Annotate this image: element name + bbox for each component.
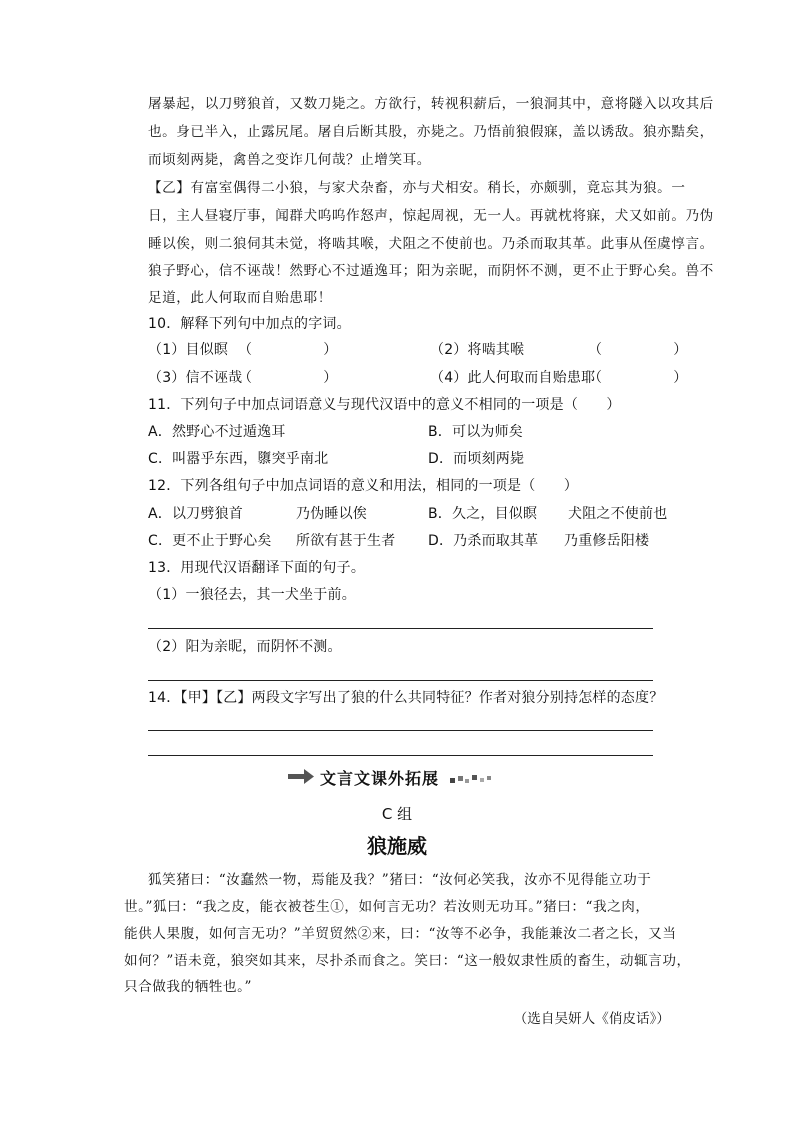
- q10-item-4: （4）此人何取而自贻患耶: [430, 370, 596, 386]
- passage-b-line-2: 日，主人昼寝厅事，闻群犬呜呜作怒声，惊起周视，无一人。再就枕将寐，犬又如前。乃伪: [148, 208, 714, 224]
- q11-option-c[interactable]: C．叫嚣乎东西，隳突乎南北: [148, 451, 329, 467]
- q10-item-1: （1）目似瞑: [148, 342, 229, 358]
- q12-option-c[interactable]: C．更不止于野心矣: [148, 533, 272, 549]
- q11-stem: 11．下列句子中加点词语意义与现代汉语中的意义不相同的一项是（ ）: [148, 397, 621, 413]
- q12-option-b-pair: 犬阻之不使前也: [568, 506, 668, 522]
- story-line-3: 能供人果腹，如何言无功？”羊贸贸然②来，曰：“汝等不必争，我能兼汝二者之长，又当: [124, 926, 677, 942]
- q12-option-b[interactable]: B．久之，目似瞑: [428, 506, 538, 522]
- group-label: C 组: [381, 805, 413, 823]
- q11-option-b[interactable]: B．可以为师矣: [428, 424, 524, 440]
- q10-answer-paren-3[interactable]: （ ）: [238, 370, 338, 386]
- q12-option-a[interactable]: A．以刀劈狼首: [148, 506, 243, 522]
- passage-b-line-1: 【乙】有富室偶得二小狼，与家犬杂畜，亦与犬相安。稍长，亦颇驯，竟忘其为狼。一: [148, 180, 686, 196]
- passage-b-line-4: 狼子野心，信不诬哉！然野心不过遁逸耳；阳为亲昵，而阴怀不测，更不止于野心矣。兽不: [148, 263, 714, 279]
- q13-answer-line-2[interactable]: [148, 680, 653, 681]
- q10-stem: 10．解释下列句中加点的字词。: [148, 316, 351, 332]
- q10-answer-paren-1[interactable]: （ ）: [238, 342, 338, 358]
- q11-option-a[interactable]: A．然野心不过遁逸耳: [148, 424, 286, 440]
- q12-stem: 12．下列各组句子中加点词语的意义和用法，相同的一项是（ ）: [148, 478, 579, 494]
- q13-item-1: （1）一狼径去，其一犬坐于前。: [148, 587, 356, 603]
- q10-answer-paren-2[interactable]: （ ）: [588, 342, 688, 358]
- q13-stem: 13．用现代汉语翻译下面的句子。: [148, 560, 366, 576]
- passage-a-line-1: 屠暴起，以刀劈狼首，又数刀毙之。方欲行，转视积薪后，一狼洞其中，意将隧入以攻其后: [148, 96, 714, 112]
- q14-stem: 14．【甲】【乙】两段文字写出了狼的什么共同特征？作者对狼分别持怎样的态度？: [148, 690, 664, 706]
- story-line-4: 如何？”语未竟，狼突如其来，尽扑杀而食之。笑曰：“这一般奴隶性质的畜生，动辄言功，: [124, 953, 691, 969]
- story-title: 狼施威: [367, 834, 427, 858]
- arrow-right-icon: [288, 767, 314, 785]
- section-banner-title: 文言文课外拓展: [320, 769, 440, 788]
- q11-option-d[interactable]: D．而顷刻两毙: [428, 451, 525, 467]
- q12-option-c-pair: 所欲有甚于生者: [296, 533, 396, 549]
- passage-b-line-3: 睡以俟，则二狼伺其未觉，将啮其喉，犬阻之不使前也。乃杀而取其革。此事从侄虞惇言。: [148, 236, 714, 252]
- q12-option-a-pair: 乃伪睡以俟: [296, 506, 367, 522]
- q10-item-2: （2）将啮其喉: [430, 342, 525, 358]
- decorative-dots-icon: [450, 772, 496, 786]
- q10-item-3: （3）信不诬哉: [148, 370, 243, 386]
- story-line-5: 只合做我的牺牲也。”: [124, 979, 252, 995]
- source-citation: （选自吴妍人《俏皮话》）: [513, 1011, 670, 1027]
- passage-a-line-3: 而顷刻两毙，禽兽之变诈几何哉？止增笑耳。: [148, 152, 431, 168]
- q14-answer-line-2[interactable]: [148, 755, 653, 756]
- section-banner: [288, 763, 506, 789]
- passage-b-line-5: 足道，此人何取而自贻患耶！: [148, 290, 332, 306]
- q12-option-d[interactable]: D．乃杀而取其革: [428, 533, 539, 549]
- q13-answer-line-1[interactable]: [148, 628, 653, 629]
- passage-a-line-2: 也。身已半入，止露尻尾。屠自后断其股，亦毙之。乃悟前狼假寐，盖以诱敌。狼亦黠矣，: [148, 124, 714, 140]
- q14-answer-line-1[interactable]: [148, 730, 653, 731]
- q10-answer-paren-4[interactable]: （ ）: [588, 370, 688, 386]
- story-line-2: 世。”狐曰：“我之皮，能衣被苍生①，如何言无功？若汝则无功耳。”猪曰：“我之肉，: [124, 899, 650, 915]
- q12-option-d-pair: 乃重修岳阳楼: [564, 533, 650, 549]
- q13-item-2: （2）阳为亲昵，而阴怀不测。: [148, 639, 342, 655]
- story-line-1: 狐笑猪曰：“汝蠢然一物，焉能及我？”猪曰：“汝何必笑我，汝亦不见得能立功于: [148, 872, 652, 888]
